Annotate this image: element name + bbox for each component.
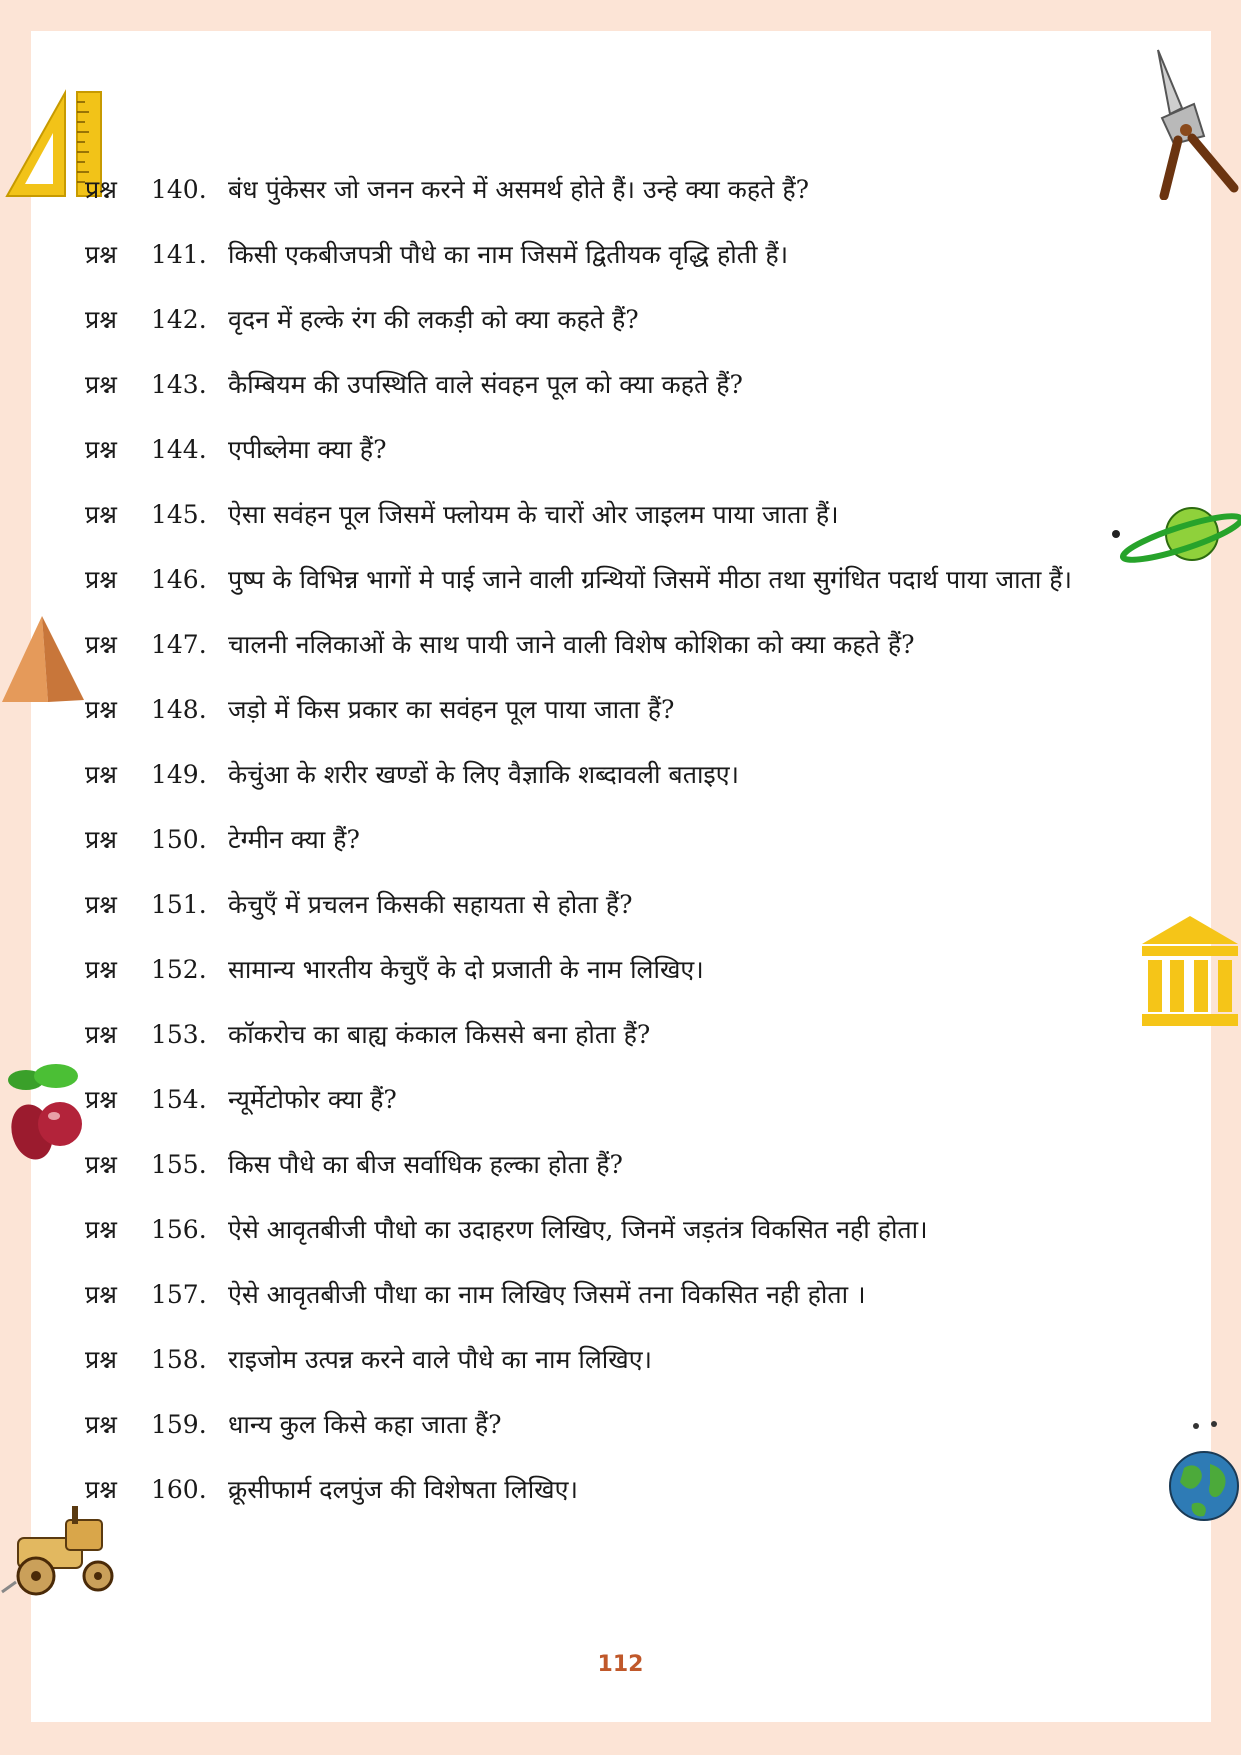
question-prefix: प्रश्न [85,890,117,919]
question-prefix: प्रश्न [85,760,117,789]
earth-globe-icon [1166,1420,1240,1524]
question-item [85,430,1165,470]
question-number: 150. [151,825,207,854]
question-text: टेग्मीन क्या हैं? [228,825,360,854]
kidney-beans-icon [4,1060,88,1164]
question-text: ऐसे आवृतबीजी पौधा का नाम लिखिए जिसमें तना विकसित नही होता । [228,1280,866,1309]
question-prefix: प्रश्न [85,1345,117,1374]
question-prefix: प्रश्न [85,1085,117,1114]
question-number: 160. [151,1475,207,1504]
question-number: 147. [151,630,207,659]
question-number: 144. [151,435,207,464]
question-text: जड़ो में किस प्रकार का सवंहन पूल पाया जाता हैं? [228,695,675,724]
question-prefix: प्रश्न [85,240,117,269]
question-text: केचुएँ में प्रचलन किसकी सहायता से होता हैं? [228,890,633,919]
question-item [85,885,1165,925]
question-text: ऐसा सवंहन पूल जिसमें फ्लोयम के चारों ओर जाइलम पाया जाता हैं। [228,500,839,529]
question-text: राइजोम उत्पन्न करने वाले पौधे का नाम लिखिए। [228,1345,653,1374]
question-text: किसी एकबीजपत्री पौधे का नाम जिसमें द्वितीयक वृद्धि होती हैं। [228,240,789,269]
question-text: एपीब्लेमा क्या हैं? [228,435,387,464]
question-prefix: प्रश्न [85,825,117,854]
question-number: 156. [151,1215,207,1244]
question-text: कॉकरोच का बाह्य कंकाल किससे बना होता हैं? [228,1020,651,1049]
question-prefix: प्रश्न [85,695,117,724]
question-item [85,495,1165,535]
question-item [85,625,1165,665]
page-number: 112 [597,1652,644,1677]
question-prefix: प्रश्न [85,1215,117,1244]
question-number: 157. [151,1280,207,1309]
question-prefix: प्रश्न [85,1020,117,1049]
question-text: सामान्य भारतीय केचुएँ के दो प्रजाती के नाम लिखिए। [228,955,704,984]
question-item [85,755,1165,795]
question-item [85,1015,1165,1055]
question-item [85,820,1165,860]
question-number: 141. [151,240,207,269]
question-number: 151. [151,890,207,919]
pyramid-icon [0,614,86,704]
question-item [85,300,1165,340]
question-item [85,1470,1165,1510]
question-item [85,1405,1165,1445]
question-prefix: प्रश्न [85,435,117,464]
question-number: 155. [151,1150,207,1179]
question-prefix: प्रश्न [85,1150,117,1179]
question-item [85,690,1165,730]
question-number: 140. [151,175,207,204]
question-prefix: प्रश्न [85,565,117,594]
question-number: 154. [151,1085,207,1114]
question-item [85,1340,1165,1380]
question-item [85,1275,1165,1315]
question-text: केचुंआ के शरीर खण्डों के लिए वैज्ञाकि शब्दावली बताइए। [228,760,740,789]
question-item [85,560,1165,600]
question-text: किस पौधे का बीज सर्वाधिक हल्का होता हैं? [228,1150,623,1179]
question-prefix: प्रश्न [85,500,117,529]
question-item [85,1210,1165,1250]
question-number: 142. [151,305,207,334]
question-number: 152. [151,955,207,984]
question-text: धान्य कुल किसे कहा जाता हैं? [228,1410,502,1439]
question-number: 158. [151,1345,207,1374]
question-text: बंध पुंकेसर जो जनन करने में असमर्थ होते हैं। उन्हे क्या कहते हैं? [228,175,809,204]
question-text: क्रूसीफार्म दलपुंज की विशेषता लिखिए। [228,1475,578,1504]
question-text: ऐसे आवृतबीजी पौधो का उदाहरण लिखिए, जिनमें जड़तंत्र विकसित नही होता। [228,1215,928,1244]
question-item [85,950,1165,990]
question-text: न्यूर्मेटोफोर क्या हैं? [228,1085,397,1114]
question-text: पुष्प के विभिन्न भागों मे पाई जाने वाली ग्रन्थियों जिसमें मीठा तथा सुगंधित पदार्थ पाया जाता हैं। [228,565,1073,594]
question-item [85,170,1165,210]
question-number: 143. [151,370,207,399]
question-prefix: प्रश्न [85,955,117,984]
question-number: 148. [151,695,207,724]
question-prefix: प्रश्न [85,630,117,659]
question-prefix: प्रश्न [85,370,117,399]
question-text: कैम्बियम की उपस्थिति वाले संवहन पूल को क्या कहते हैं? [228,370,743,399]
question-text: वृदन में हल्के रंग की लकड़ी को क्या कहते हैं? [228,305,639,334]
question-number: 149. [151,760,207,789]
question-item [85,1145,1165,1185]
question-prefix: प्रश्न [85,1410,117,1439]
question-prefix: प्रश्न [85,1280,117,1309]
question-number: 145. [151,500,207,529]
question-prefix: प्रश्न [85,1475,117,1504]
question-prefix: प्रश्न [85,175,117,204]
question-text: चालनी नलिकाओं के साथ पायी जाने वाली विशेष कोशिका को क्या कहते हैं? [228,630,915,659]
question-item [85,365,1165,405]
question-item [85,235,1165,275]
question-list [85,170,1165,1535]
question-number: 159. [151,1410,207,1439]
question-number: 153. [151,1020,207,1049]
question-prefix: प्रश्न [85,305,117,334]
question-number: 146. [151,565,207,594]
question-item [85,1080,1165,1120]
